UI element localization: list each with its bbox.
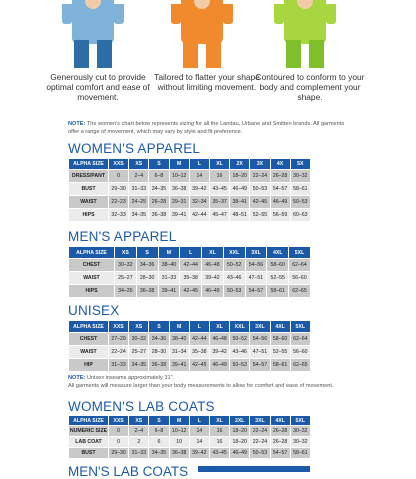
size-column-header: L	[180, 247, 202, 259]
size-value: 58–61	[290, 448, 310, 459]
measurement-label: DRESS/PANT	[69, 170, 109, 183]
unisex-note	[68, 375, 348, 390]
size-value: 42–44	[189, 333, 209, 346]
measurement-label: LAB COAT	[69, 437, 109, 448]
size-value: 24–25	[129, 196, 149, 209]
size-value: 16	[209, 437, 229, 448]
size-column-header: 2XL	[230, 416, 250, 426]
size-value: 6	[149, 437, 169, 448]
size-value: 56–59	[270, 209, 290, 222]
mens-apparel-title: MEN'S APPAREL	[68, 229, 177, 244]
size-value: 26–28	[149, 196, 169, 209]
size-value: 18–20	[230, 437, 250, 448]
size-value: 34–35	[129, 209, 149, 222]
size-value: 58–61	[270, 359, 290, 372]
mens-size-table	[68, 246, 311, 298]
size-value: 58–61	[290, 183, 310, 196]
size-value: 60–63	[290, 209, 310, 222]
size-value: 2–4	[129, 170, 149, 183]
size-value: 6–8	[149, 170, 169, 183]
size-column-header: L	[189, 159, 209, 170]
size-column-header: 5X	[290, 159, 310, 170]
size-value: 34–35	[149, 448, 169, 459]
measurement-label: BUST	[69, 183, 109, 196]
size-value: 25–27	[115, 272, 137, 285]
size-value: 30–32	[115, 259, 137, 272]
size-value: 18–20	[230, 170, 250, 183]
size-value: 42–44	[189, 209, 209, 222]
size-value: 10–12	[169, 426, 189, 437]
note-text: Unisex inseams approximately 31".	[85, 375, 175, 381]
table-row	[69, 272, 311, 285]
size-value: 62–64	[289, 259, 311, 272]
size-value: 31–33	[158, 272, 180, 285]
size-value: 46–49	[202, 285, 224, 298]
measurement-label: NUMERIC SIZE	[69, 426, 109, 437]
size-column-header: M	[169, 416, 189, 426]
size-value: 30–32	[129, 333, 149, 346]
size-value: 52–55	[267, 272, 289, 285]
contemporary-fit-description: Contoured to conform to your body and complement your shape.	[255, 72, 365, 102]
unisex-title: UNISEX	[68, 303, 120, 318]
size-value: 50–53	[223, 285, 245, 298]
size-value: 52–55	[270, 346, 290, 359]
size-value: 16	[209, 426, 229, 437]
size-value: 43–46	[230, 346, 250, 359]
note-text-2: All garments will measure larger than your body measurements to allow for comfort and ease of movement.	[68, 382, 334, 389]
size-column-header: 2X	[230, 159, 250, 170]
measurement-label: CHEST	[69, 259, 115, 272]
size-value: 22–24	[250, 437, 270, 448]
table-row	[69, 170, 311, 183]
size-value: 26–28	[270, 437, 290, 448]
size-column-header: XL	[209, 321, 229, 333]
size-value: 36–38	[149, 209, 169, 222]
womens-apparel-title: WOMEN'S APPAREL	[68, 141, 201, 156]
size-value: 2	[129, 437, 149, 448]
size-column-header: 3X	[250, 159, 270, 170]
size-value: 31–34	[169, 346, 189, 359]
size-value: 35–38	[180, 272, 202, 285]
table-row	[69, 359, 311, 372]
size-value: 54–56	[245, 259, 267, 272]
size-value: 54–57	[245, 285, 267, 298]
size-value: 39–41	[169, 359, 189, 372]
size-value: 36–38	[136, 285, 158, 298]
measurement-label: WAIST	[69, 272, 115, 285]
size-value: 34–35	[129, 359, 149, 372]
size-value: 14	[189, 170, 209, 183]
size-value: 31–33	[129, 448, 149, 459]
size-column-header: XL	[202, 247, 224, 259]
table-row	[69, 196, 311, 209]
size-column-header: S	[136, 247, 158, 259]
row-header-label: ALPHA SIZE	[69, 247, 115, 259]
size-value: 39–41	[169, 209, 189, 222]
size-value: 42–45	[250, 196, 270, 209]
size-column-header: 3XL	[250, 416, 270, 426]
modern-fit-description: Tailored to flatter your shape without limiting movement.	[154, 72, 260, 92]
size-column-header: M	[169, 321, 189, 333]
size-value: 26–28	[270, 426, 290, 437]
size-value: 50–53	[290, 196, 310, 209]
size-value: 32–34	[189, 196, 209, 209]
size-value: 31–33	[109, 359, 129, 372]
size-value: 56–60	[290, 346, 310, 359]
size-value: 36–38	[149, 359, 169, 372]
table-header-row	[69, 321, 311, 333]
table-row	[69, 285, 311, 298]
lab-coats-size-table	[68, 415, 311, 459]
size-value: 58–60	[267, 259, 289, 272]
measurement-label: WAIST	[69, 196, 109, 209]
measurement-label: HIP	[69, 359, 109, 372]
size-column-header: XXS	[109, 159, 129, 170]
size-value: 2–4	[129, 426, 149, 437]
size-value: 46–49	[209, 359, 229, 372]
size-value: 56–60	[289, 272, 311, 285]
size-value: 45–47	[209, 209, 229, 222]
size-value: 29–30	[109, 448, 129, 459]
size-value: 43–46	[223, 272, 245, 285]
size-value: 50–53	[230, 359, 250, 372]
size-column-header: XXL	[223, 247, 245, 259]
mens-lab-coats-title: MEN'S LAB COATS	[68, 464, 189, 479]
measurement-label: HIPS	[69, 209, 109, 222]
size-value: 34–35	[149, 183, 169, 196]
size-value: 31–33	[129, 183, 149, 196]
modern-fit-scrubs-figure	[171, 0, 233, 68]
relaxed-fit-description: Generously cut to provide optimal comfort and ease of movement.	[46, 72, 150, 102]
size-value: 39–42	[189, 183, 209, 196]
size-value: 14	[189, 437, 209, 448]
table-row	[69, 437, 311, 448]
table-header-row	[69, 416, 311, 426]
relaxed-fit-scrubs-figure	[62, 0, 124, 68]
size-value: 38–40	[158, 259, 180, 272]
size-value: 29–30	[109, 183, 129, 196]
size-column-header: 5XL	[289, 247, 311, 259]
size-column-header: S	[149, 321, 169, 333]
size-column-header: 4X	[270, 159, 290, 170]
note-label: NOTE:	[68, 375, 86, 381]
size-value: 46–48	[202, 259, 224, 272]
size-column-header: XXS	[109, 416, 129, 426]
row-header-label: ALPHA SIZE	[69, 416, 109, 426]
measurement-label: HIPS	[69, 285, 115, 298]
size-value: 39–42	[202, 272, 224, 285]
size-value: 28–30	[149, 346, 169, 359]
size-value: 46–49	[230, 448, 250, 459]
womens-size-table	[68, 158, 311, 222]
row-header-label: ALPHA SIZE	[69, 159, 109, 170]
size-value: 35–38	[189, 346, 209, 359]
womens-lab-coats-title: WOMEN'S LAB COATS	[68, 399, 215, 414]
size-value: 50–53	[250, 183, 270, 196]
size-value: 30–32	[290, 437, 310, 448]
measurement-label: WAIST	[69, 346, 109, 359]
table-row	[69, 333, 311, 346]
size-value: 50–53	[250, 448, 270, 459]
size-value: 10–12	[169, 170, 189, 183]
size-value: 47–51	[245, 272, 267, 285]
size-column-header: XL	[209, 159, 229, 170]
row-header-label: ALPHA SIZE	[69, 321, 109, 333]
size-value: 10	[169, 437, 189, 448]
size-value: 26–28	[270, 170, 290, 183]
size-value: 42–44	[180, 259, 202, 272]
size-value: 58–60	[270, 333, 290, 346]
size-value: 30–32	[290, 426, 310, 437]
size-value: 52–55	[250, 209, 270, 222]
size-value: 35–37	[209, 196, 229, 209]
size-column-header: S	[149, 416, 169, 426]
size-value: 34–36	[136, 259, 158, 272]
size-value: 0	[109, 170, 129, 183]
size-value: 54–56	[250, 333, 270, 346]
size-value: 0	[109, 437, 129, 448]
size-value: 25–27	[129, 346, 149, 359]
size-column-header: XS	[115, 247, 137, 259]
size-value: 50–52	[223, 259, 245, 272]
size-value: 22–24	[250, 170, 270, 183]
size-value: 62–65	[289, 285, 311, 298]
size-value: 32–33	[109, 209, 129, 222]
size-value: 42–45	[189, 359, 209, 372]
table-row	[69, 448, 311, 459]
size-column-header: XXS	[109, 321, 129, 333]
size-column-header: M	[169, 159, 189, 170]
table-header-bar	[198, 466, 310, 472]
size-column-header: XS	[129, 159, 149, 170]
size-column-header: 4XL	[267, 247, 289, 259]
size-value: 47–51	[250, 346, 270, 359]
size-value: 22–23	[109, 196, 129, 209]
measurement-label: CHEST	[69, 333, 109, 346]
size-value: 54–57	[270, 448, 290, 459]
size-value: 18–20	[230, 426, 250, 437]
table-row	[69, 346, 311, 359]
size-value: 29–31	[169, 196, 189, 209]
size-value: 50–52	[230, 333, 250, 346]
size-value: 0	[109, 426, 129, 437]
note-text: The women's chart below represents sizing for all the Landau, Urbane and Smitten brands. All garments offer a range of movement, which may vary by style and fit preference.	[68, 121, 345, 135]
size-column-header: 4XL	[270, 416, 290, 426]
size-value: 54–57	[250, 359, 270, 372]
size-column-header: XL	[209, 416, 229, 426]
size-column-header: M	[158, 247, 180, 259]
table-row	[69, 426, 311, 437]
table-header-row	[69, 159, 311, 170]
size-value: 34–35	[115, 285, 137, 298]
size-value: 46–49	[230, 183, 250, 196]
size-value: 62–65	[290, 359, 310, 372]
size-column-header: XS	[129, 416, 149, 426]
size-value: 39–42	[209, 346, 229, 359]
table-header-row	[69, 247, 311, 259]
table-row	[69, 183, 311, 196]
size-column-header: 3XL	[250, 321, 270, 333]
size-value: 42–45	[180, 285, 202, 298]
table-row	[69, 209, 311, 222]
size-value: 16	[209, 170, 229, 183]
size-value: 38–41	[230, 196, 250, 209]
size-value: 39–41	[158, 285, 180, 298]
contemporary-fit-scrubs-figure	[274, 0, 336, 68]
size-value: 58–61	[267, 285, 289, 298]
size-column-header: 4XL	[270, 321, 290, 333]
size-value: 34–36	[149, 333, 169, 346]
size-value: 38–40	[169, 333, 189, 346]
fit-descriptions	[0, 0, 416, 118]
size-value: 22–24	[250, 426, 270, 437]
size-column-header: 5XL	[290, 416, 310, 426]
size-value: 62–64	[290, 333, 310, 346]
measurement-label: BUST	[69, 448, 109, 459]
size-value: 39–42	[189, 448, 209, 459]
size-value: 36–38	[169, 183, 189, 196]
size-value: 46–48	[209, 333, 229, 346]
note-label: NOTE:	[68, 121, 86, 127]
size-value: 43–45	[209, 448, 229, 459]
size-value: 54–57	[270, 183, 290, 196]
size-column-header: 5XL	[290, 321, 310, 333]
sizing-note	[68, 121, 348, 136]
size-column-header: L	[189, 321, 209, 333]
size-value: 43–45	[209, 183, 229, 196]
size-column-header: S	[149, 159, 169, 170]
size-value: 36–38	[169, 448, 189, 459]
size-column-header: XXL	[230, 321, 250, 333]
size-value: 48–51	[230, 209, 250, 222]
size-column-header: 3XL	[245, 247, 267, 259]
unisex-size-table	[68, 320, 311, 372]
size-value: 6–8	[149, 426, 169, 437]
size-value: 46–49	[270, 196, 290, 209]
table-row	[69, 259, 311, 272]
size-column-header: XS	[129, 321, 149, 333]
size-value: 22–24	[109, 346, 129, 359]
size-value: 28–30	[136, 272, 158, 285]
size-column-header: L	[189, 416, 209, 426]
size-value: 27–29	[109, 333, 129, 346]
size-value: 14	[189, 426, 209, 437]
size-value: 30–32	[290, 170, 310, 183]
